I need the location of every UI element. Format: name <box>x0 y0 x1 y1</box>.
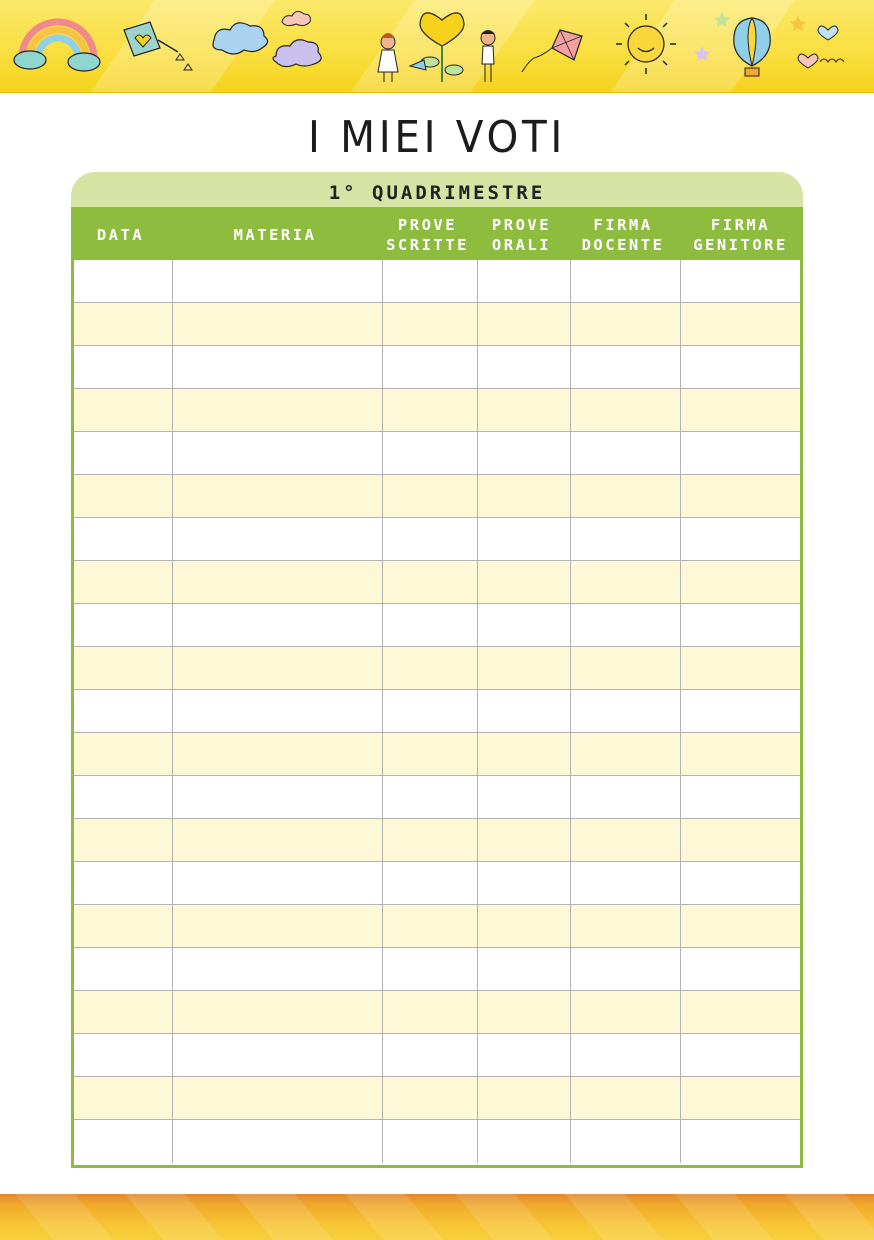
cell-prove-orali[interactable] <box>478 690 571 732</box>
cell-firma-genitore[interactable] <box>681 303 800 345</box>
cell-prove-scritte[interactable] <box>383 475 478 517</box>
cell-firma-genitore[interactable] <box>681 647 800 689</box>
cell-prove-scritte[interactable] <box>383 1077 478 1119</box>
cell-prove-orali[interactable] <box>478 518 571 560</box>
table-row <box>74 1034 800 1077</box>
cell-materia[interactable] <box>173 991 383 1033</box>
cell-firma-genitore[interactable] <box>681 432 800 474</box>
cell-prove-orali[interactable] <box>478 733 571 775</box>
table-row <box>74 518 800 561</box>
cell-prove-scritte[interactable] <box>383 862 478 904</box>
cell-prove-scritte[interactable] <box>383 905 478 947</box>
cell-materia[interactable] <box>173 819 383 861</box>
cell-data[interactable] <box>74 690 173 732</box>
table-row <box>74 432 800 475</box>
cell-prove-scritte[interactable] <box>383 604 478 646</box>
cell-firma-genitore[interactable] <box>681 905 800 947</box>
cell-data[interactable] <box>74 260 173 302</box>
cell-prove-scritte[interactable] <box>383 776 478 818</box>
cell-firma-genitore[interactable] <box>681 776 800 818</box>
cell-firma-genitore[interactable] <box>681 819 800 861</box>
table-row <box>74 819 800 862</box>
cell-materia[interactable] <box>173 475 383 517</box>
cell-firma-genitore[interactable] <box>681 518 800 560</box>
cell-prove-scritte[interactable] <box>383 346 478 388</box>
cell-firma-docente[interactable] <box>571 260 681 302</box>
cell-firma-genitore[interactable] <box>681 862 800 904</box>
table-row <box>74 948 800 991</box>
grades-table <box>71 172 803 1168</box>
kite-icon <box>522 30 582 72</box>
cell-data[interactable] <box>74 991 173 1033</box>
cell-firma-docente[interactable] <box>571 948 681 990</box>
page-title: I MIEI VOTI <box>307 112 567 163</box>
cell-prove-scritte[interactable] <box>383 690 478 732</box>
column-header-firma-genitore: FIRMA GENITORE <box>693 215 788 254</box>
cell-firma-docente[interactable] <box>571 432 681 474</box>
cell-firma-genitore[interactable] <box>681 1077 800 1119</box>
table-row <box>74 905 800 948</box>
table-row <box>74 604 800 647</box>
cell-data[interactable] <box>74 1120 173 1163</box>
cell-firma-docente[interactable] <box>571 905 681 947</box>
sun-icon <box>616 14 676 74</box>
cell-firma-docente[interactable] <box>571 346 681 388</box>
table-row <box>74 561 800 604</box>
cell-prove-orali[interactable] <box>478 1077 571 1119</box>
cell-materia[interactable] <box>173 1077 383 1119</box>
cell-materia[interactable] <box>173 389 383 431</box>
cell-prove-scritte[interactable] <box>383 1120 478 1163</box>
cell-firma-docente[interactable] <box>571 1120 681 1163</box>
semester-tab: 1° QUADRIMESTRE <box>71 172 803 212</box>
cell-firma-docente[interactable] <box>571 1034 681 1076</box>
cell-firma-docente[interactable] <box>571 518 681 560</box>
table-header <box>71 207 803 262</box>
column-header-firma-docente: FIRMA DOCENTE <box>581 215 665 254</box>
cell-data[interactable] <box>74 948 173 990</box>
cell-prove-scritte[interactable] <box>383 733 478 775</box>
cell-firma-docente[interactable] <box>571 690 681 732</box>
table-row <box>74 647 800 690</box>
cell-firma-docente[interactable] <box>571 1077 681 1119</box>
cell-firma-docente[interactable] <box>571 604 681 646</box>
cell-materia[interactable] <box>173 733 383 775</box>
table-row <box>74 776 800 819</box>
cell-data[interactable] <box>74 776 173 818</box>
cell-firma-docente[interactable] <box>571 733 681 775</box>
cell-data[interactable] <box>74 346 173 388</box>
cell-firma-docente[interactable] <box>571 991 681 1033</box>
table-row <box>74 690 800 733</box>
cell-firma-docente[interactable] <box>571 862 681 904</box>
cell-firma-genitore[interactable] <box>681 991 800 1033</box>
cell-firma-genitore[interactable] <box>681 260 800 302</box>
cell-data[interactable] <box>74 389 173 431</box>
cell-data[interactable] <box>74 303 173 345</box>
cell-data[interactable] <box>74 733 173 775</box>
cell-materia[interactable] <box>173 303 383 345</box>
cell-prove-scritte[interactable] <box>383 1034 478 1076</box>
cell-materia[interactable] <box>173 604 383 646</box>
cell-materia[interactable] <box>173 260 383 302</box>
cell-firma-genitore[interactable] <box>681 690 800 732</box>
cell-prove-orali[interactable] <box>478 432 571 474</box>
cell-prove-scritte[interactable] <box>383 518 478 560</box>
table-row <box>74 1120 800 1163</box>
cell-materia[interactable] <box>173 776 383 818</box>
cell-firma-genitore[interactable] <box>681 561 800 603</box>
cell-materia[interactable] <box>173 862 383 904</box>
cell-data[interactable] <box>74 862 173 904</box>
cell-data[interactable] <box>74 475 173 517</box>
cell-firma-genitore[interactable] <box>681 1120 800 1163</box>
watering-can-icon <box>124 22 192 70</box>
table-row <box>74 733 800 776</box>
column-header-prove-orali: PROVE ORALI <box>491 215 552 254</box>
cell-firma-docente[interactable] <box>571 819 681 861</box>
cell-data[interactable] <box>74 1034 173 1076</box>
table-row <box>74 303 800 346</box>
cell-firma-docente[interactable] <box>571 475 681 517</box>
cell-data[interactable] <box>74 905 173 947</box>
cell-materia[interactable] <box>173 346 383 388</box>
cell-materia[interactable] <box>173 647 383 689</box>
cell-firma-docente[interactable] <box>571 389 681 431</box>
cell-materia[interactable] <box>173 1120 383 1163</box>
cell-prove-orali[interactable] <box>478 647 571 689</box>
cell-prove-scritte[interactable] <box>383 561 478 603</box>
cell-prove-scritte[interactable] <box>383 303 478 345</box>
cell-data[interactable] <box>74 561 173 603</box>
cell-data[interactable] <box>74 819 173 861</box>
cell-data[interactable] <box>74 1077 173 1119</box>
rainbow-icon <box>14 22 100 71</box>
table-body <box>71 260 803 1168</box>
cell-firma-genitore[interactable] <box>681 346 800 388</box>
cell-prove-scritte[interactable] <box>383 647 478 689</box>
bottom-decorative-band <box>0 1194 874 1240</box>
table-row <box>74 1077 800 1120</box>
cell-materia[interactable] <box>173 1034 383 1076</box>
cell-prove-orali[interactable] <box>478 346 571 388</box>
cell-prove-scritte[interactable] <box>383 389 478 431</box>
cell-firma-genitore[interactable] <box>681 733 800 775</box>
table-row <box>74 389 800 432</box>
cell-data[interactable] <box>74 432 173 474</box>
cell-prove-scritte[interactable] <box>383 432 478 474</box>
cell-firma-docente[interactable] <box>571 561 681 603</box>
cell-materia[interactable] <box>173 948 383 990</box>
column-header-prove-scritte: PROVE SCRITTE <box>386 215 469 254</box>
table-row <box>74 475 800 518</box>
cell-prove-orali[interactable] <box>478 389 571 431</box>
table-row <box>74 991 800 1034</box>
cell-prove-orali[interactable] <box>478 991 571 1033</box>
column-header-data: DATA <box>96 225 145 244</box>
cell-materia[interactable] <box>173 690 383 732</box>
cell-prove-orali[interactable] <box>478 776 571 818</box>
table-row <box>74 260 800 303</box>
column-header-materia: MATERIA <box>233 225 317 244</box>
cell-materia[interactable] <box>173 905 383 947</box>
cell-prove-scritte[interactable] <box>383 260 478 302</box>
cell-prove-orali[interactable] <box>478 819 571 861</box>
cloud-icon <box>213 11 321 66</box>
cell-prove-orali[interactable] <box>478 604 571 646</box>
table-row <box>74 862 800 905</box>
hot-air-balloon-icon <box>734 18 770 76</box>
cell-prove-orali[interactable] <box>478 905 571 947</box>
boy-icon <box>481 30 495 82</box>
cell-prove-scritte[interactable] <box>383 819 478 861</box>
cell-prove-orali[interactable] <box>478 862 571 904</box>
cell-firma-docente[interactable] <box>571 303 681 345</box>
girl-icon <box>378 33 398 82</box>
cell-prove-orali[interactable] <box>478 1120 571 1163</box>
cell-firma-genitore[interactable] <box>681 389 800 431</box>
top-decorative-banner <box>0 0 874 93</box>
cell-prove-orali[interactable] <box>478 303 571 345</box>
cell-firma-docente[interactable] <box>571 776 681 818</box>
cell-prove-orali[interactable] <box>478 948 571 990</box>
cell-firma-docente[interactable] <box>571 647 681 689</box>
cell-prove-orali[interactable] <box>478 260 571 302</box>
cell-prove-scritte[interactable] <box>383 991 478 1033</box>
cell-prove-orali[interactable] <box>478 1034 571 1076</box>
cell-prove-orali[interactable] <box>478 475 571 517</box>
cell-materia[interactable] <box>173 561 383 603</box>
cell-firma-genitore[interactable] <box>681 1034 800 1076</box>
cell-data[interactable] <box>74 604 173 646</box>
cell-prove-scritte[interactable] <box>383 948 478 990</box>
cell-data[interactable] <box>74 518 173 560</box>
heart-icon <box>798 26 844 68</box>
table-row <box>74 346 800 389</box>
cell-firma-genitore[interactable] <box>681 948 800 990</box>
cell-prove-orali[interactable] <box>478 561 571 603</box>
cell-firma-genitore[interactable] <box>681 475 800 517</box>
cell-firma-genitore[interactable] <box>681 604 800 646</box>
heart-flower-icon <box>410 13 464 82</box>
cell-materia[interactable] <box>173 518 383 560</box>
cell-materia[interactable] <box>173 432 383 474</box>
cell-data[interactable] <box>74 647 173 689</box>
